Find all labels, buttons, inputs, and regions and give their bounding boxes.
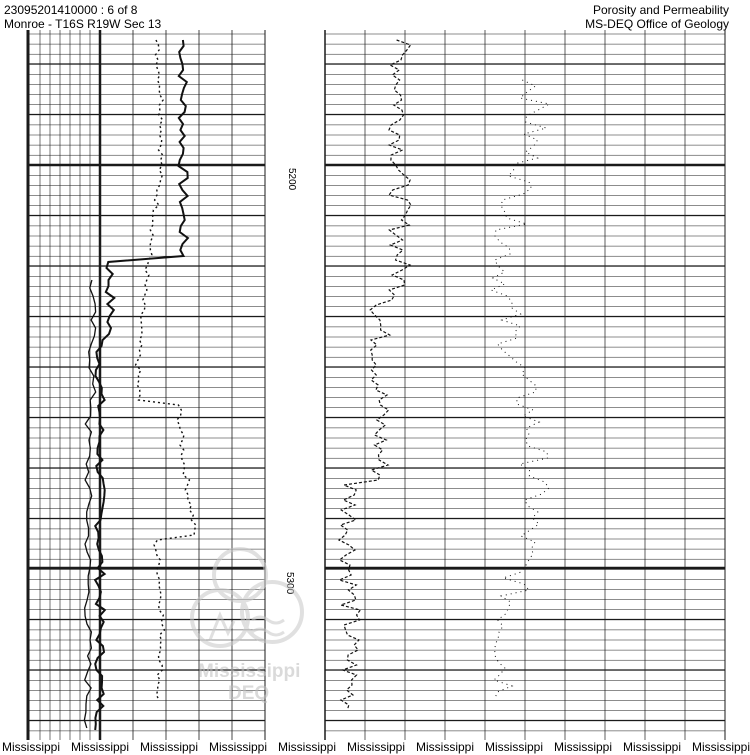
depth-mark-5300: 5300 <box>284 572 295 595</box>
left-log-track <box>28 30 265 740</box>
footer-text: Mississippi <box>692 740 750 754</box>
permeability-trace <box>491 80 549 698</box>
footer-text: Mississippi <box>140 740 199 754</box>
footer-text: Mississippi <box>209 740 268 754</box>
footer-text: Mississippi <box>623 740 682 754</box>
footer-text: Mississippi <box>71 740 130 754</box>
watermark-line2: DEQ <box>228 683 270 704</box>
location-label: Monroe - T16S R19W Sec 13 <box>4 17 162 31</box>
footer-text: Mississippi <box>347 740 406 754</box>
well-id-label: 23095201410000 : 6 of 8 <box>4 3 138 17</box>
footer-watermark-strip <box>0 740 750 755</box>
watermark-line1: Mississippi <box>198 661 301 682</box>
gamma-trace <box>95 40 188 730</box>
footer-text: Mississippi <box>2 740 61 754</box>
log-traces <box>84 40 549 730</box>
log-type-label: Porosity and Permeability <box>592 3 729 17</box>
footer-text: Mississippi <box>278 740 337 754</box>
footer-text: Mississippi <box>485 740 544 754</box>
footer-text: Mississippi <box>554 740 613 754</box>
agency-label: MS-DEQ Office of Geology <box>585 17 729 31</box>
right-log-track <box>325 30 725 740</box>
footer-text: Mississippi <box>416 740 475 754</box>
depth-mark-5200: 5200 <box>286 168 297 191</box>
